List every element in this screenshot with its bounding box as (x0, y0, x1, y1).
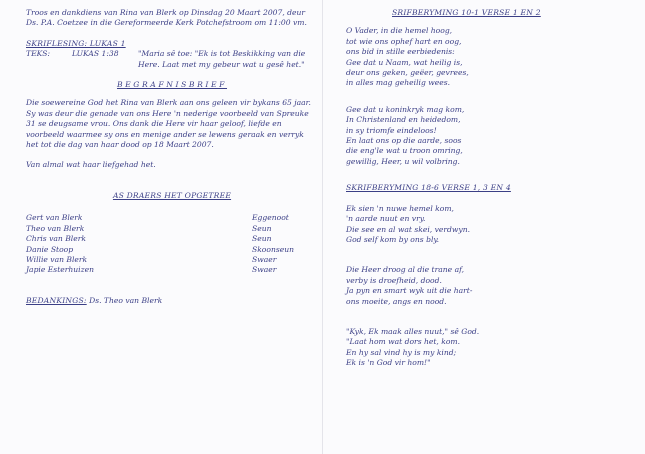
reading-quote: "Maria sê toe: "Ek is tot Beskikking van die Here. Laat met my gebeur wat u gesê het." (138, 49, 306, 69)
hymn2-heading: SKRIFBERYMING 18-6 VERSE 1, 3 EN 4 (346, 183, 511, 193)
service-intro: Troos en dankdiens van Rina van Blerk op Dinsdag 20 Maart 2007, deur Ds. P.A. Coetzee in die Gereformeerde Kerk Potchefstroom om 11:00 vm. (26, 8, 307, 28)
reading-text-row (26, 49, 318, 70)
reading-reference: LUKAS 1:38 (72, 49, 119, 59)
biography-heading: BEGRAFNISBRIEF (116, 80, 228, 90)
pallbearer-name: Theo van Blerk (26, 223, 85, 233)
pallbearer-name: Willie van Blerk (26, 254, 88, 264)
page-fold-line (322, 0, 323, 454)
pallbearer-role: Swaer (252, 265, 277, 275)
pallbearers-heading: AS DRAERS HET OPGETREE (112, 190, 232, 200)
biography-text: Die soewereine God het Rina van Blerk aan ons geleen vir bykans 65 jaar. Sy was deur die genade van ons Here 'n nederige voorbeeld van Spreuke 31 se deugsame vrou. Ons dank die Here vir haar geloof, liefde en voorbeeld waarmee sy ons en menige ander se lewens geraak en verryk het tot die dag van haar dood op 18 Maart 2007. (26, 98, 311, 150)
reading-heading: SKRIFLESING: LUKAS 1 (26, 38, 126, 48)
thanks-text: Ds. Theo van Blerk (89, 295, 163, 305)
pallbearer-role: Eggenoot (252, 213, 289, 223)
pallbearer-name: Danie Stoop (26, 244, 74, 254)
pallbearer-role: Skoonseun (252, 244, 295, 254)
left-panel (26, 8, 318, 306)
thanks-line (26, 296, 318, 306)
hymn2-verse2: Die Heer droog al die trane af, verby is droefheid, dood. Ja pyn en smart wyk uit die hart- ons moeite, angs en nood. (346, 265, 473, 306)
right-panel (346, 8, 636, 369)
reading-label: TEKS: (26, 49, 51, 59)
hymn2-verse1: Ek sien 'n nuwe hemel kom, 'n aarde nuut en vry. Die see en al wat skei, verdwyn. God self kom by ons bly. (346, 203, 471, 244)
pallbearer-role: Swaer (252, 254, 277, 264)
hymn2-verse3: "Kyk, Ek maak alles nuut," sê God. "Laat hom wat dors het, kom. En hy sal vind hy is my kind; Ek is 'n God vir hom!" (346, 326, 480, 368)
pallbearer-name: Gert van Blerk (26, 213, 83, 223)
pallbearer-name: Chris van Blerk (26, 234, 86, 244)
pallbearers-list (26, 213, 318, 275)
pallbearer-role: Seun (252, 223, 272, 233)
thanks-label: BEDANKINGS: (26, 295, 87, 305)
closing-line: Van almal wat haar liefgehad het. (26, 160, 156, 170)
pallbearer-role: Seun (252, 234, 272, 244)
hymn1-heading: SRIFBERYMING 10-1 VERSE 1 EN 2 (392, 8, 541, 17)
hymn1-verse1: O Vader, in die hemel hoog, tot wie ons ophef hart en oog, ons bid in stille eerbiedenis: Gee dat u Naam, wat heilig is, deur ons geken, geëer, gevrees, in alles mag geheilig wees. (346, 26, 469, 88)
hymn1-verse2: Gee dat u koninkryk mag kom, In Christenland en heidedom, in sy triomfe eindeloos! En laat ons op die aarde, soos die eng'le wat u troon omring, gewillig, Heer, u wil volbring. (346, 104, 465, 166)
pallbearer-name: Japie Esterhuizen (26, 265, 94, 275)
